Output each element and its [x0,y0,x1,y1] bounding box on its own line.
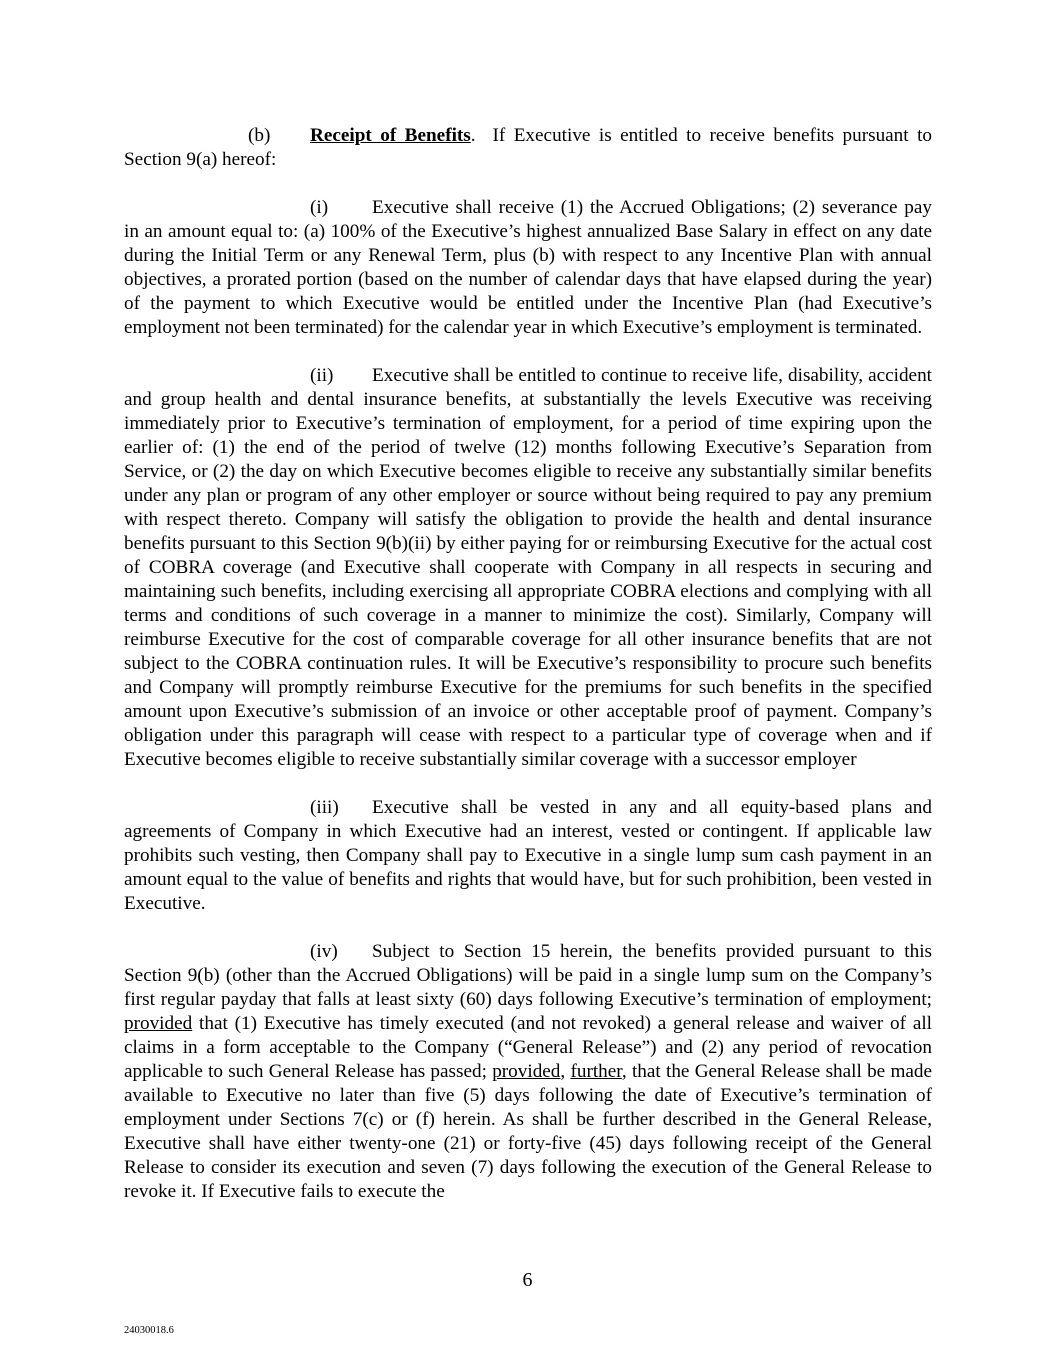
provided-term-2: provided [492,1061,561,1082]
comma-separator: , [560,1061,571,1082]
paragraph-iv [124,940,932,1204]
section-b-paragraph [124,124,932,172]
paragraph-iv-number: (iv) [310,941,338,962]
paragraph-iii-number: (iii) [310,797,339,818]
paragraph-iii [124,796,932,916]
paragraph-ii-number: (ii) [310,365,334,386]
paragraph-iv-text-1: Subject to Section 15 herein, the benefits provided pursuant to this Section 9(b) (other than the Accrued Obligations) will be paid in a single lump sum on the Company’s first regular payday that falls at least sixty (60) days following Executive’s termination of employment; [124,941,932,1010]
paragraph-i-text: Executive shall receive (1) the Accrued Obligations; (2) severance pay in an amount equal to: (a) 100% of the Executive’s highest annualized Base Salary in effect on any date during the Initial Term or any Renewal Term, plus (b) with respect to any Incentive Plan with annual objectives, a prorated portion (based on the number of calendar days that have elapsed during the year) of the payment to which Executive would be entitled under the Incentive Plan (had Executive’s employment not been terminated) for the calendar year in which Executive’s employment is terminated. [124,197,932,338]
paragraph-iv-text-3: , that the General Release shall be made available to Executive no later than five (5) days following the date of Executive’s termination of employment under Sections 7(c) or (f) herein. As shall be further described in the General Release, Executive shall have either twenty-one (21) or forty-five (45) days following receipt of the General Release to consider its execution and seven (7) days following the execution of the General Release to revoke it. If Executive fails to execute the [124,1061,932,1202]
document-page [124,124,932,1204]
document-id: 24030018.6 [124,1325,174,1336]
further-term: further [570,1061,622,1082]
section-b-text: If Executive is entitled to receive benefits pursuant to Section 9(a) hereof: [124,125,932,170]
section-b-heading: Receipt of Benefits [310,125,471,146]
provided-term-1: provided [124,1013,193,1034]
section-b-heading-punct: . [470,125,476,146]
paragraph-ii [124,364,932,772]
paragraph-iv-text-2: that (1) Executive has timely executed (and not revoked) a general release and waiver of all claims in a form acceptable to the Company (“General Release”) and (2) any period of revocation applicable to such General Release has passed; [124,1013,932,1082]
section-b-number: (b) [248,125,271,146]
paragraph-ii-text: Executive shall be entitled to continue to receive life, disability, accident and group health and dental insurance benefits, at substantially the levels Executive was receiving immediately prior to Executive’s termination of employment, for a period of time expiring upon the earlier of: (1) the end of the period of twelve (12) months following Executive’s Separation from Service, or (2) the day on which Executive becomes eligible to receive any substantially similar benefits under any plan or program of any other employer or source without being required to pay any premium with respect thereto. Company will satisfy the obligation to provide the health and dental insurance benefits pursuant to this Section 9(b)(ii) by either paying for or reimbursing Executive for the actual cost of COBRA coverage (and Executive shall cooperate with Company in all respects in securing and maintaining such benefits, including exercising all appropriate COBRA elections and complying with all terms and conditions of such coverage in a manner to minimize the cost). Similarly, Company will reimburse Executive for the cost of comparable coverage for all other insurance benefits that are not subject to the COBRA continuation rules. It will be Executive’s responsibility to procure such benefits and Company will promptly reimburse Executive for the premiums for such benefits in the specified amount upon Executive’s submission of an invoice or other acceptable proof of payment. Company’s obligation under this paragraph will cease with respect to a particular type of coverage when and if Executive becomes eligible to receive substantially similar coverage with a successor employer [124,365,932,770]
paragraph-i [124,196,932,340]
paragraph-iii-text: Executive shall be vested in any and all equity-based plans and agreements of Company in which Executive had an interest, vested or contingent. If applicable law prohibits such vesting, then Company shall pay to Executive in a single lump sum cash payment in an amount equal to the value of benefits and rights that would have, but for such prohibition, been vested in Executive. [124,797,932,914]
paragraph-i-number: (i) [310,197,329,218]
page-number: 6 [522,1269,533,1291]
